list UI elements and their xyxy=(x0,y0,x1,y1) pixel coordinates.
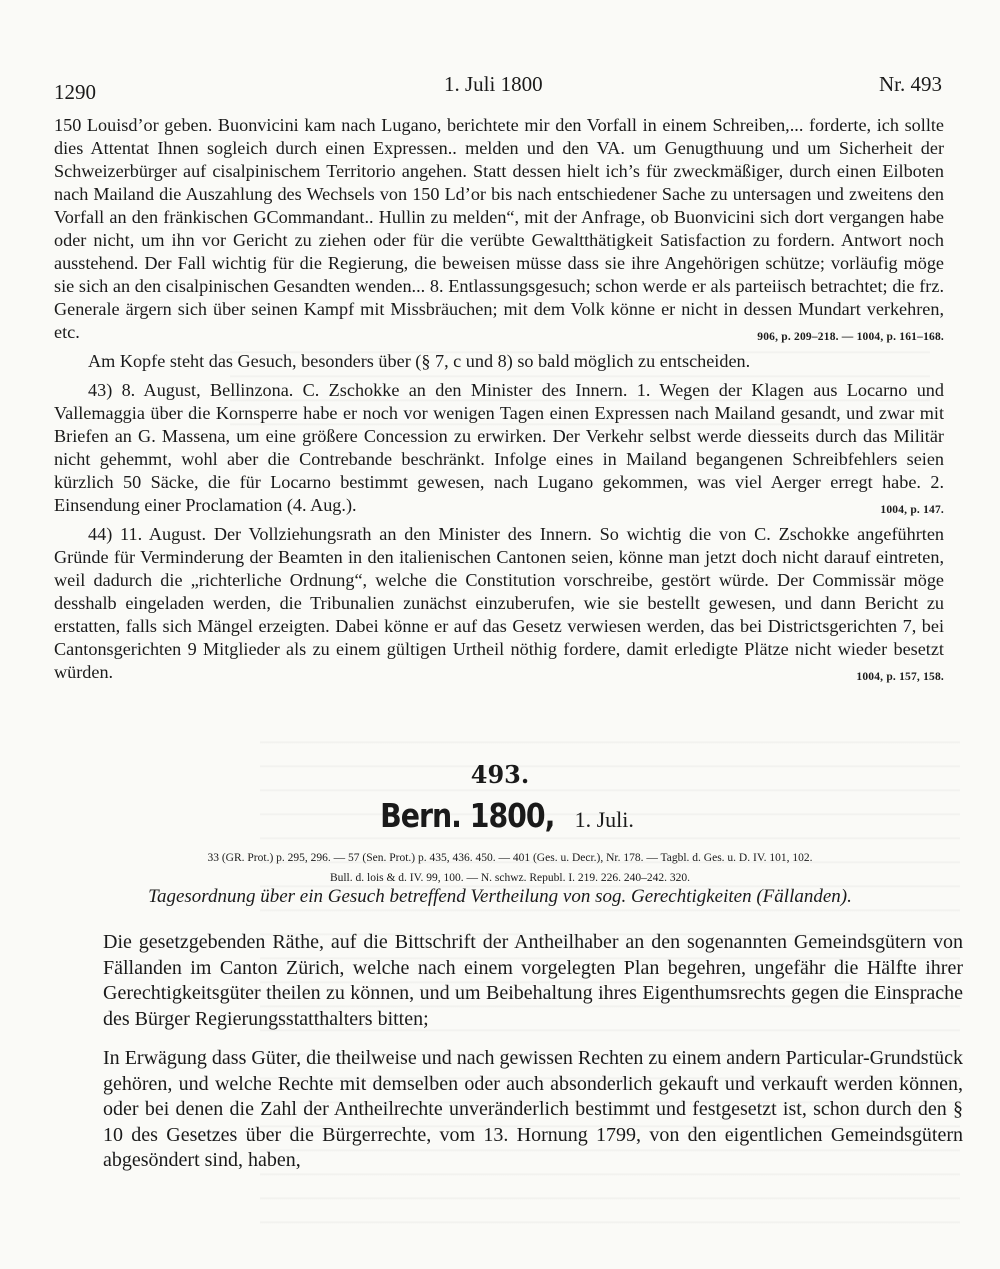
header-document-ref: Nr. 493 xyxy=(879,72,942,96)
document-heading xyxy=(0,796,1000,835)
source-line: 33 (GR. Prot.) p. 295, 296. — 57 (Sen. Prot.) p. 435, 436. 450. — 401 (Ges. u. Decr.), Nr. 178. — Tagbl. d. Ges. u. D. IV. 101, 102. xyxy=(207,852,813,864)
archive-reference: 906, p. 209–218. — 1004, p. 161–168. xyxy=(757,331,944,343)
document-subject: Tagesordnung über ein Gesuch betreffend Vertheilung von sog. Gerechtigkeiten (Fällanden). xyxy=(148,886,852,907)
page-number: 1290 xyxy=(54,80,96,104)
document-paragraph: In Erwägung dass Güter, die theilweise und nach gewissen Rechten zu einem andern Particular-Grundstück gehören, und welche Rechte mit demselben oder auch absonderlich gekauft und verkauft werden können, oder bei denen die Zahl der Antheilrechte unveränderlich bestimmt und festgesetzt ist, schon durch den § 10 des Gesetzes über die Bürgerrechte, vom 13. Hornung 1799, von den eigentlichen Gemeindsgütern abgesöndert sind, haben, xyxy=(103,1047,963,1171)
source-line: Bull. d. lois & d. IV. 99, 100. — N. schwz. Republ. I. 219. 226. 240–242. 320. xyxy=(329,872,691,884)
continuation-paragraph xyxy=(54,114,944,344)
header-date: 1. Juli 1800 xyxy=(444,72,543,96)
item-44 xyxy=(54,523,944,684)
paragraph-text: 150 Louisd’or geben. Buonvicini kam nach Lugano, berichtete mir den Vorfall in einem Schreiben,... forderte, ich sollte dies Attentat Ihnen sogleich durch einen Expressen.. melden und den VA. um Genugthuung und um Sicherheit der Schweizerbürger auf cisalpinischem Territorio angehen. Statt dessen hielt ich’s für zweckmäßiger, durch einen Eilboten nach Mailand die Auszahlung des Wechsels von 150 Ld’or bis nach entschiedener Sache zu untersagen und zweitens den Vorfall an den fränkischen GCommandant.. Hullin zu melden“, mit der Anfrage, ob Buonvicini sich dort vergangen habe oder nicht, um ihn vor Gericht zu ziehen oder für die verübte Gewaltthätigkeit Satisfaction zu fordern. Antwort noch ausstehend. Der Fall wichtig für die Regierung, die beweisen müsse dass sie ihre Angehörigen schütze; vorläufig möge sie sich an den cisalpinischen Gesandten wenden... 8. Entlassungsgesuch; schon werde er als parteiisch betrachtet; die frz. Generale ärgern sich über seinen Kampf mit Missbräuchen; mit dem Volk könne er nicht in dessen Mundart verkehren, etc. xyxy=(54,115,944,342)
document-place-year: Bern. 1800, xyxy=(380,796,555,835)
paragraph-text: Am Kopfe steht das Gesuch, besonders über (§ 7, c und 8) so bald möglich zu entscheiden. xyxy=(88,351,751,371)
running-header xyxy=(54,70,942,104)
document-number: 493. xyxy=(470,760,530,789)
document-date: 1. Juli. xyxy=(574,807,634,832)
continuation-text xyxy=(54,114,944,689)
note-paragraph xyxy=(54,350,944,373)
paragraph-text: 44) 11. August. Der Vollziehungsrath an den Minister des Innern. So wichtig die von C. Zschokke angeführten Gründe für Verminderung der Beamten in den italienischen Cantonen seien, könne man jetzt doch nicht darauf eintreten, weil dadurch die „richterliche Ordnung“, welche die Constitution vorschreibe, gestört würde. Der Commissär möge desshalb eingeladen werden, die Tribunalien zunächst einzuberufen, wie sie bestellt gewesen, und dann Bericht zu erstatten, falls sich Mängel erzeigten. Dabei könne er auf das Gesetz verwiesen werden, das bei Districtsgerichten 7, bei Cantonsgerichten 9 Mitglieder als zu einem gültigen Urtheil nöthig fordere, damit erledigte Plätze nicht wieder besetzt würden. xyxy=(54,524,944,682)
archive-reference: 1004, p. 147. xyxy=(880,504,944,516)
item-43 xyxy=(54,379,944,517)
archive-reference: 1004, p. 157, 158. xyxy=(856,671,944,683)
document-paragraph: Die gesetzgebenden Räthe, auf die Bittschrift der Antheilhaber an den sogenannten Gemeindsgütern von Fällanden im Canton Zürich, welche nach einem vorgelegten Plan begehren, ungefähr die Hälfte ihrer Gerechtigkeitsgüter theilen zu können, und um Beibehaltung ihres Eigenthumsrechts gegen die Einsprache des Bürger Regierungsstatthalters bitten; xyxy=(103,931,963,1030)
source-references xyxy=(80,848,940,888)
paragraph-text: 43) 8. August, Bellinzona. C. Zschokke an den Minister des Innern. 1. Wegen der Klagen aus Locarno und Vallemaggia über die Kornsperre habe er noch vor wenigen Tagen einen Expressen nach Mailand gesandt, und zwar mit Briefen an G. Massena, um eine größere Concession zu erwirken. Der Verkehr selbst werde diesseits durch das Militär nicht gehemmt, wohl aber die Contrebande beschränkt. Infolge eines in Mailand begangenen Schreibfehlers seien kürzlich 50 Säcke, die für Locarno bestimmt gewesen, nach Lugano gekommen, was viel Aerger erregt habe. 2. Einsendung einer Proclamation (4. Aug.). xyxy=(54,380,944,515)
document-text xyxy=(103,930,963,1178)
